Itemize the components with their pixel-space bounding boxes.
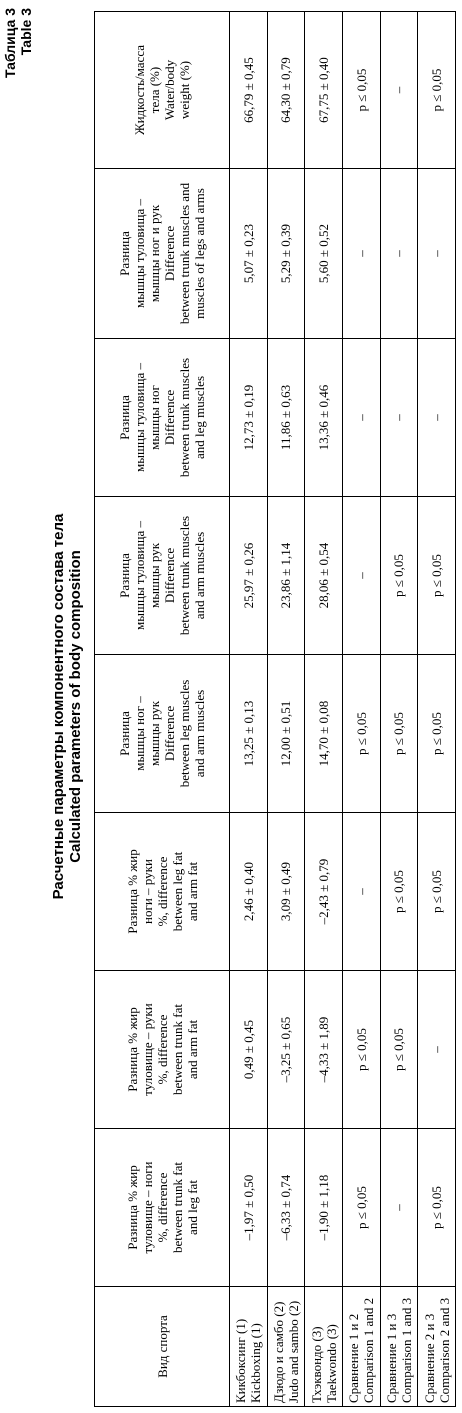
table-title-ru: Расчетные параметры компонентного состава тела bbox=[50, 513, 67, 900]
table-cell: – bbox=[380, 339, 418, 497]
column-header-line: muscles of legs and arms bbox=[192, 188, 207, 319]
column-header-line: Разница % жир bbox=[124, 849, 140, 934]
table-number-ru: Таблица 3 bbox=[2, 8, 18, 79]
column-header-line: туловище – ноги bbox=[139, 1161, 155, 1254]
table-row bbox=[305, 12, 343, 1407]
column-header-line: мышцы ног bbox=[147, 385, 162, 450]
table-body bbox=[230, 12, 456, 1407]
column-header-line: мышцы туловища – bbox=[132, 521, 147, 630]
column-header-line: мышцы рук bbox=[147, 700, 162, 767]
column-header-line: and arm muscles bbox=[192, 531, 207, 620]
table-cell: 11,86 ± 0,63 bbox=[267, 339, 305, 497]
row-label-line: Kickboxing (1) bbox=[248, 1323, 264, 1403]
table-cell: p ≤ 0,05 bbox=[342, 971, 380, 1129]
column-header-line: туловище – руки bbox=[139, 1003, 155, 1096]
column-header bbox=[95, 12, 230, 169]
table-cell: –4,33 ± 1,89 bbox=[305, 971, 343, 1129]
table-cell: –1,90 ± 1,18 bbox=[305, 1129, 343, 1287]
table-cell: – bbox=[418, 339, 456, 497]
column-header-line: %, difference bbox=[154, 856, 170, 927]
table-cell: 67,75 ± 0,40 bbox=[305, 12, 343, 169]
table-cell: 0,49 ± 0,45 bbox=[230, 971, 268, 1129]
column-header-line: and arm fat bbox=[184, 861, 200, 922]
row-label-line: Comparison 1 and 2 bbox=[361, 1297, 377, 1403]
table-cell: p ≤ 0,05 bbox=[342, 655, 380, 813]
column-header-line: between trunk fat bbox=[169, 1162, 185, 1253]
column-header-line: between trunk muscles bbox=[177, 515, 192, 636]
row-label bbox=[418, 1287, 456, 1407]
table-cell: –2,43 ± 0,79 bbox=[305, 813, 343, 971]
table-cell: 5,60 ± 0,52 bbox=[305, 169, 343, 339]
row-label bbox=[267, 1287, 305, 1407]
table-row bbox=[230, 12, 268, 1407]
column-header-line: between trunk muscles bbox=[177, 357, 192, 478]
row-label-line: Comparison 2 and 3 bbox=[436, 1297, 452, 1403]
table-cell: –6,33 ± 0,74 bbox=[267, 1129, 305, 1287]
table-cell: p ≤ 0,05 bbox=[418, 497, 456, 655]
column-header-line: and leg muscles bbox=[192, 375, 207, 460]
table-cell: – bbox=[418, 971, 456, 1129]
table-cell: 12,73 ± 0,19 bbox=[230, 339, 268, 497]
table-cell: p ≤ 0,05 bbox=[418, 655, 456, 813]
table-cell: – bbox=[342, 497, 380, 655]
row-label-line: Тхэквондо (3) bbox=[308, 1326, 324, 1403]
row-label-line: Сравнение 1 и 3 bbox=[383, 1313, 399, 1403]
table-cell: – bbox=[342, 339, 380, 497]
table-cell: 64,30 ± 0,79 bbox=[267, 12, 305, 169]
table-cell: –1,97 ± 0,50 bbox=[230, 1129, 268, 1287]
row-label-line: Дзюдо и самбо (2) bbox=[270, 1301, 286, 1403]
column-header bbox=[95, 169, 230, 339]
column-header-line: мышцы туловища – bbox=[132, 199, 147, 308]
table-cell: p ≤ 0,05 bbox=[418, 12, 456, 169]
table-cell: – bbox=[380, 1129, 418, 1287]
table-cell: p ≤ 0,05 bbox=[380, 655, 418, 813]
row-label bbox=[342, 1287, 380, 1407]
table-cell: 14,70 ± 0,08 bbox=[305, 655, 343, 813]
column-header-line: Разница bbox=[117, 553, 132, 598]
column-header-line: мышцы ног и рук bbox=[147, 204, 162, 303]
row-label bbox=[380, 1287, 418, 1407]
column-header bbox=[95, 1287, 230, 1407]
row-label bbox=[305, 1287, 343, 1407]
column-header-line: Жидкость/масса bbox=[132, 44, 147, 136]
table-cell: 66,79 ± 0,45 bbox=[230, 12, 268, 169]
column-header-line: Difference bbox=[162, 705, 177, 762]
body-composition-table bbox=[94, 11, 456, 1407]
table-cell: p ≤ 0,05 bbox=[380, 971, 418, 1129]
column-header bbox=[95, 339, 230, 497]
table-cell: p ≤ 0,05 bbox=[380, 813, 418, 971]
column-header-line: %, difference bbox=[154, 1172, 170, 1243]
table-cell: 5,29 ± 0,39 bbox=[267, 169, 305, 339]
column-header bbox=[95, 971, 230, 1129]
column-header-line: Разница % жир bbox=[124, 1007, 140, 1092]
row-label-line: Кикбоксинг (1) bbox=[233, 1318, 249, 1403]
table-cell: – bbox=[342, 813, 380, 971]
table-cell: – bbox=[380, 169, 418, 339]
table-cell: – bbox=[380, 12, 418, 169]
column-header-line: Вид спорта bbox=[154, 1315, 170, 1378]
column-header bbox=[95, 655, 230, 813]
column-header bbox=[95, 813, 230, 971]
header-row bbox=[95, 12, 230, 1407]
column-header-line: weight (%) bbox=[177, 60, 192, 120]
column-header-line: Разница bbox=[117, 711, 132, 756]
table-cell: p ≤ 0,05 bbox=[342, 1129, 380, 1287]
table-cell: 28,06 ± 0,54 bbox=[305, 497, 343, 655]
table-title bbox=[50, 0, 84, 1413]
column-header-line: Разница bbox=[117, 231, 132, 276]
table-row bbox=[418, 12, 456, 1407]
row-label-line: Сравнение 1 и 2 bbox=[346, 1313, 362, 1403]
column-header-line: Difference bbox=[162, 389, 177, 446]
table-number bbox=[2, 8, 34, 78]
column-header-line: Water/body bbox=[162, 59, 177, 121]
table-cell: 3,09 ± 0,49 bbox=[267, 813, 305, 971]
column-header-line: тела (%) bbox=[147, 66, 162, 114]
column-header-line: between trunk muscles and bbox=[177, 182, 192, 325]
table-number-en: Table 3 bbox=[18, 8, 34, 56]
column-header-line: %, difference bbox=[154, 1014, 170, 1085]
table-cell: 2,46 ± 0,40 bbox=[230, 813, 268, 971]
table-cell: p ≤ 0,05 bbox=[380, 497, 418, 655]
row-label-line: Comparison 1 and 3 bbox=[398, 1297, 414, 1403]
row-label-line: Сравнение 2 и 3 bbox=[421, 1313, 437, 1403]
column-header-line: мышцы туловища – bbox=[132, 363, 147, 472]
column-header-line: and arm muscles bbox=[192, 689, 207, 778]
column-header-line: Разница % жир bbox=[124, 1165, 140, 1250]
table-cell: – bbox=[418, 169, 456, 339]
column-header-line: between leg muscles bbox=[177, 679, 192, 788]
table-cell: – bbox=[342, 169, 380, 339]
table-cell: –3,25 ± 0,65 bbox=[267, 971, 305, 1129]
row-label-line: Judo and sambo (2) bbox=[285, 1300, 301, 1403]
table-row bbox=[380, 12, 418, 1407]
column-header bbox=[95, 1129, 230, 1287]
column-header-line: between leg fat bbox=[169, 851, 185, 932]
column-header-line: мышцы ног – bbox=[132, 696, 147, 771]
row-label-line: Taekwondo (3) bbox=[323, 1324, 339, 1403]
column-header-line: ноги – руки bbox=[139, 859, 155, 924]
table-cell: 25,97 ± 0,26 bbox=[230, 497, 268, 655]
table-cell: p ≤ 0,05 bbox=[418, 1129, 456, 1287]
table-row bbox=[342, 12, 380, 1407]
column-header-line: and leg fat bbox=[184, 1180, 200, 1235]
column-header-line: and arm fat bbox=[184, 1019, 200, 1080]
table-title-en: Calculated parameters of body composition bbox=[67, 550, 84, 863]
table-cell: 23,86 ± 1,14 bbox=[267, 497, 305, 655]
table-cell: 13,25 ± 0,13 bbox=[230, 655, 268, 813]
table-cell: 13,36 ± 0,46 bbox=[305, 339, 343, 497]
table-cell: p ≤ 0,05 bbox=[342, 12, 380, 169]
table-cell: p ≤ 0,05 bbox=[418, 813, 456, 971]
column-header-line: мышцы рук bbox=[147, 542, 162, 609]
column-header-line: Difference bbox=[162, 547, 177, 604]
row-label bbox=[230, 1287, 268, 1407]
column-header bbox=[95, 497, 230, 655]
table-row bbox=[267, 12, 305, 1407]
column-header-line: Разница bbox=[117, 395, 132, 440]
table-cell: 12,00 ± 0,51 bbox=[267, 655, 305, 813]
column-header-line: between trunk fat bbox=[169, 1004, 185, 1095]
table-cell: 5,07 ± 0,23 bbox=[230, 169, 268, 339]
column-header-line: Difference bbox=[162, 225, 177, 282]
